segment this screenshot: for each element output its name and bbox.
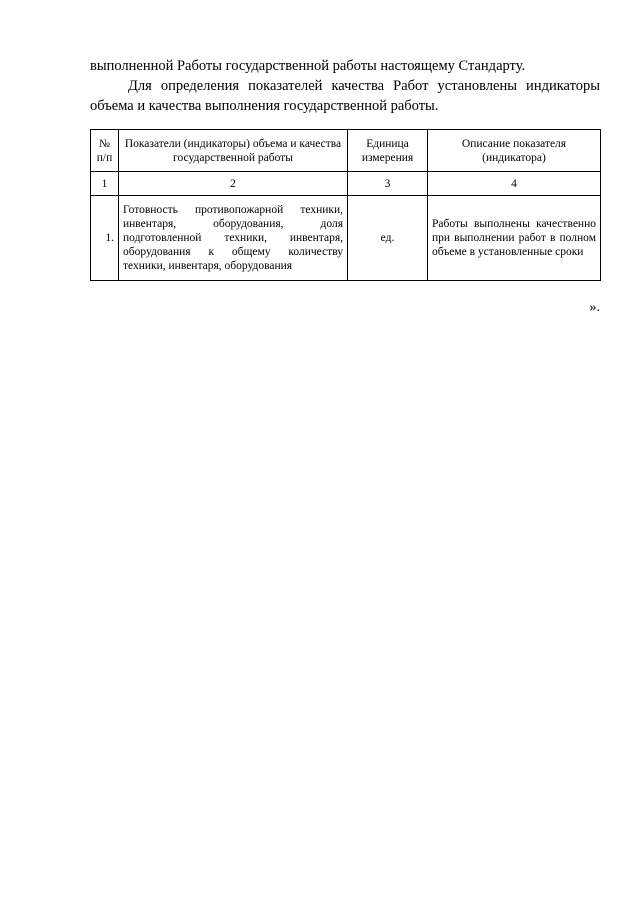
- column-number: 1: [91, 172, 119, 196]
- column-number: 4: [428, 172, 601, 196]
- header-number: № п/п: [91, 130, 119, 172]
- header-unit: Единица измерения: [348, 130, 428, 172]
- table-row: [91, 196, 601, 281]
- paragraph-indicators-intro: Для определения показателей качества Работ установлены индикаторы объема и качества выполнения государственной работы.: [90, 78, 600, 114]
- row-number: 1.: [91, 196, 119, 281]
- column-number: 3: [348, 172, 428, 196]
- header-description: Описание показателя (индикатора): [428, 130, 601, 172]
- document-page: [90, 56, 600, 315]
- indicators-table: [90, 129, 601, 281]
- closing-quote-mark: ».: [589, 300, 600, 315]
- paragraph-continuation: выполненной Работы государственной работы настоящему Стандарту.: [90, 58, 526, 74]
- row-indicator: Готовность противопожарной техники, инвентаря, оборудования, доля подготовленной техники, инвентаря, оборудования к общему количеству техники, инвентаря, оборудования: [119, 196, 348, 281]
- row-unit: ед.: [348, 196, 428, 281]
- header-indicator: Показатели (индикаторы) объема и качества государственной работы: [119, 130, 348, 172]
- row-description: Работы выполнены качественно при выполнении работ в полном объеме в установленные сроки: [428, 196, 601, 281]
- column-number-row: [91, 172, 601, 196]
- column-number: 2: [119, 172, 348, 196]
- table-header-row: [91, 130, 601, 172]
